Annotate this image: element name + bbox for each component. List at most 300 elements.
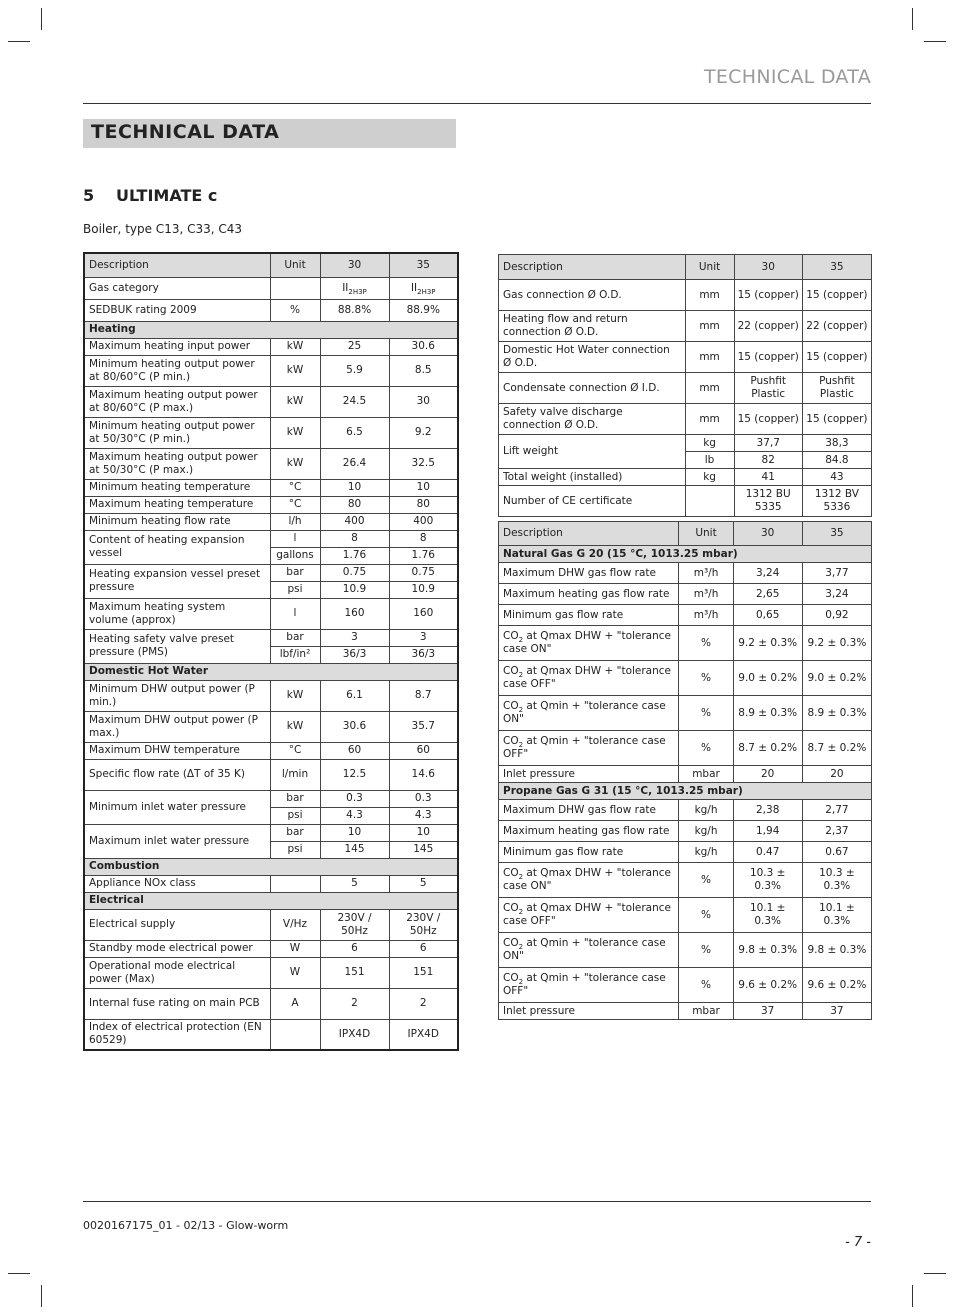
unit-cell: kW bbox=[270, 355, 320, 386]
section-row bbox=[84, 663, 458, 680]
value-cell: 2,65 bbox=[733, 584, 802, 605]
description-cell: Index of electrical protection (EN 60529) bbox=[84, 1019, 270, 1050]
value-cell: 22 (copper) bbox=[802, 311, 871, 342]
chapter-band bbox=[83, 119, 456, 148]
value-cell: 22 (copper) bbox=[734, 311, 802, 342]
value-cell: 36/3 bbox=[389, 646, 458, 663]
description-cell: Inlet pressure bbox=[499, 766, 679, 783]
crop-mark bbox=[924, 1273, 946, 1274]
description-cell: SEDBUK rating 2009 bbox=[84, 299, 270, 321]
table-row bbox=[84, 479, 458, 496]
unit-cell: kW bbox=[270, 680, 320, 711]
value-cell: 15 (copper) bbox=[802, 342, 871, 373]
unit-cell bbox=[685, 486, 734, 517]
table-row bbox=[84, 386, 458, 417]
unit-cell: psi bbox=[270, 581, 320, 598]
value-cell: 6 bbox=[389, 940, 458, 957]
value-cell: 3,24 bbox=[802, 584, 871, 605]
unit-cell bbox=[270, 875, 320, 892]
value-cell: 35.7 bbox=[389, 711, 458, 742]
value-cell: 20 bbox=[802, 766, 871, 783]
table-row bbox=[499, 435, 872, 452]
footer-rule bbox=[83, 1201, 871, 1202]
unit-cell: m³/h bbox=[679, 563, 733, 584]
description-text: at Qmin + "tolerance case OFF" bbox=[503, 735, 666, 760]
unit-cell: % bbox=[679, 863, 733, 898]
section-row bbox=[84, 858, 458, 875]
description-cell: Maximum heating temperature bbox=[84, 496, 270, 513]
table-row bbox=[84, 355, 458, 386]
value-cell: 1.76 bbox=[389, 547, 458, 564]
value-cell: 88.8% bbox=[320, 299, 389, 321]
section-row bbox=[499, 546, 872, 563]
description-cell: Gas connection Ø O.D. bbox=[499, 280, 686, 311]
description-cell: Heating safety valve preset pressure (PMS) bbox=[84, 629, 270, 663]
unit-cell: m³/h bbox=[679, 584, 733, 605]
unit-cell: kg/h bbox=[679, 842, 733, 863]
value-cell: 10 bbox=[320, 824, 389, 841]
table-row bbox=[84, 564, 458, 581]
value-cell: 37,7 bbox=[734, 435, 802, 452]
unit-cell: A bbox=[270, 988, 320, 1019]
value-cell: 2,77 bbox=[802, 800, 871, 821]
subscript: 2 bbox=[518, 978, 524, 987]
header-row bbox=[499, 255, 872, 280]
value-cell: 9.6 ± 0.2% bbox=[802, 968, 871, 1003]
table-row bbox=[499, 280, 872, 311]
value-cell bbox=[320, 277, 389, 299]
value-cell: 30 bbox=[389, 386, 458, 417]
value-cell: 4.3 bbox=[389, 807, 458, 824]
value-cell bbox=[389, 277, 458, 299]
unit-cell: bar bbox=[270, 564, 320, 581]
section-label: Combustion bbox=[84, 858, 458, 875]
value-cell: 6.1 bbox=[320, 680, 389, 711]
table-row bbox=[499, 898, 872, 933]
value-cell: 2 bbox=[389, 988, 458, 1019]
subscript: 2 bbox=[518, 943, 524, 952]
table-row bbox=[84, 496, 458, 513]
unit-cell: kg/h bbox=[679, 800, 733, 821]
chapter-title: TECHNICAL DATA bbox=[91, 121, 280, 143]
value-cell: 8 bbox=[389, 530, 458, 547]
value-cell: 0,92 bbox=[802, 605, 871, 626]
table-row bbox=[84, 957, 458, 988]
description-text: at Qmax DHW + "tolerance case ON" bbox=[503, 867, 672, 892]
running-header-title: TECHNICAL DATA bbox=[703, 66, 871, 88]
description-cell: Domestic Hot Water connection Ø O.D. bbox=[499, 342, 686, 373]
value-cell: 10 bbox=[389, 824, 458, 841]
unit-cell: W bbox=[270, 940, 320, 957]
value-cell: 15 (copper) bbox=[802, 280, 871, 311]
unit-cell: mm bbox=[685, 404, 734, 435]
value-cell: 400 bbox=[320, 513, 389, 530]
header-rule bbox=[83, 103, 871, 104]
unit-cell: mm bbox=[685, 280, 734, 311]
description-text: CO bbox=[503, 700, 519, 712]
table-row bbox=[84, 598, 458, 629]
value-cell: 0.3 bbox=[389, 790, 458, 807]
section-label: Natural Gas G 20 (15 °C, 1013.25 mbar) bbox=[499, 546, 872, 563]
unit-cell: kg bbox=[685, 469, 734, 486]
value-cell: 25 bbox=[320, 338, 389, 355]
unit-cell: l/h bbox=[270, 513, 320, 530]
value-cell: 9.0 ± 0.2% bbox=[802, 661, 871, 696]
column-header: Unit bbox=[685, 255, 734, 280]
value-cell: 8 bbox=[320, 530, 389, 547]
unit-cell: kW bbox=[270, 417, 320, 448]
description-cell bbox=[499, 696, 679, 731]
description-cell: Heating flow and return connection Ø O.D. bbox=[499, 311, 686, 342]
crop-mark bbox=[8, 1273, 30, 1274]
table-row bbox=[84, 1019, 458, 1050]
value-cell: 26.4 bbox=[320, 448, 389, 479]
description-text: CO bbox=[503, 735, 519, 747]
column-header: Description bbox=[499, 522, 679, 546]
description-cell: Standby mode electrical power bbox=[84, 940, 270, 957]
value-cell: 84.8 bbox=[802, 452, 871, 469]
column-header: 35 bbox=[802, 522, 871, 546]
value-cell: 4.3 bbox=[320, 807, 389, 824]
boiler-type-text: Boiler, type C13, C33, C43 bbox=[83, 222, 243, 236]
section-heading bbox=[83, 186, 217, 205]
value-cell: 15 (copper) bbox=[802, 404, 871, 435]
description-cell: Minimum heating output power at 50/30°C (P min.) bbox=[84, 417, 270, 448]
description-text: at Qmin + "tolerance case ON" bbox=[503, 700, 666, 725]
section-label: Heating bbox=[84, 321, 458, 338]
column-header: Description bbox=[499, 255, 686, 280]
unit-cell: l bbox=[270, 530, 320, 547]
header-row bbox=[499, 522, 872, 546]
description-text: CO bbox=[503, 972, 519, 984]
value-cell: 3,77 bbox=[802, 563, 871, 584]
unit-cell: m³/h bbox=[679, 605, 733, 626]
description-cell bbox=[499, 863, 679, 898]
value-cell: 15 (copper) bbox=[734, 342, 802, 373]
description-cell: Minimum gas flow rate bbox=[499, 605, 679, 626]
table-row bbox=[84, 875, 458, 892]
value-cell: 1.76 bbox=[320, 547, 389, 564]
value-cell: 10.9 bbox=[389, 581, 458, 598]
table-row bbox=[499, 800, 872, 821]
description-cell: Content of heating expansion vessel bbox=[84, 530, 270, 564]
unit-cell: bar bbox=[270, 790, 320, 807]
table-row bbox=[84, 790, 458, 807]
crop-mark bbox=[912, 1285, 913, 1307]
value-cell: Pushfit Plastic bbox=[734, 373, 802, 404]
section-row bbox=[84, 321, 458, 338]
description-cell: Safety valve discharge connection Ø O.D. bbox=[499, 404, 686, 435]
table-row bbox=[84, 513, 458, 530]
table-row bbox=[84, 680, 458, 711]
value-cell: 43 bbox=[802, 469, 871, 486]
value-cell: 9.6 ± 0.2% bbox=[733, 968, 802, 1003]
table-row bbox=[499, 842, 872, 863]
gas-data-table bbox=[498, 521, 872, 1020]
table-row bbox=[499, 626, 872, 661]
description-cell: Inlet pressure bbox=[499, 1003, 679, 1020]
value-cell: 37 bbox=[733, 1003, 802, 1020]
table-row bbox=[499, 933, 872, 968]
description-text: at Qmax DHW + "tolerance case ON" bbox=[503, 630, 672, 655]
value-cell: 10.1 ± 0.3% bbox=[802, 898, 871, 933]
unit-cell: lbf/in² bbox=[270, 646, 320, 663]
unit-cell bbox=[270, 1019, 320, 1050]
unit-cell: % bbox=[679, 898, 733, 933]
value-cell: 1312 BU 5335 bbox=[734, 486, 802, 517]
value-cell: 160 bbox=[320, 598, 389, 629]
table-row bbox=[84, 448, 458, 479]
table-row bbox=[499, 696, 872, 731]
value-cell: 60 bbox=[389, 742, 458, 759]
description-cell bbox=[499, 898, 679, 933]
value-cell: 20 bbox=[733, 766, 802, 783]
unit-cell: mm bbox=[685, 311, 734, 342]
value-cell: 8.7 bbox=[389, 680, 458, 711]
table-row bbox=[84, 629, 458, 646]
crop-mark bbox=[8, 41, 30, 42]
value-cell: 30.6 bbox=[389, 338, 458, 355]
description-cell: Gas category bbox=[84, 277, 270, 299]
section-row bbox=[84, 892, 458, 909]
value-cell: 2,38 bbox=[733, 800, 802, 821]
connections-weights-table bbox=[498, 254, 872, 517]
value-cell: 14.6 bbox=[389, 759, 458, 790]
value-cell: 0.47 bbox=[733, 842, 802, 863]
table-row bbox=[499, 469, 872, 486]
unit-cell: psi bbox=[270, 841, 320, 858]
value-cell: 15 (copper) bbox=[734, 280, 802, 311]
description-cell: Maximum inlet water pressure bbox=[84, 824, 270, 858]
table-row bbox=[84, 988, 458, 1019]
value-cell: 9.8 ± 0.3% bbox=[733, 933, 802, 968]
unit-cell: W bbox=[270, 957, 320, 988]
unit-cell: % bbox=[270, 299, 320, 321]
value-cell: 10.1 ± 0.3% bbox=[733, 898, 802, 933]
table-row bbox=[84, 759, 458, 790]
unit-cell: % bbox=[679, 968, 733, 1003]
unit-cell: % bbox=[679, 731, 733, 766]
value-cell: 12.5 bbox=[320, 759, 389, 790]
value-cell: 36/3 bbox=[320, 646, 389, 663]
description-cell: Number of CE certificate bbox=[499, 486, 686, 517]
value-cell: Pushfit Plastic bbox=[802, 373, 871, 404]
table-row bbox=[84, 530, 458, 547]
subscript: 2 bbox=[518, 671, 524, 680]
value-cell: 1,94 bbox=[733, 821, 802, 842]
description-cell bbox=[499, 661, 679, 696]
table-row bbox=[499, 563, 872, 584]
description-text: at Qmin + "tolerance case ON" bbox=[503, 937, 666, 962]
value-cell: 8.7 ± 0.2% bbox=[802, 731, 871, 766]
table-row bbox=[84, 711, 458, 742]
description-cell: Minimum heating flow rate bbox=[84, 513, 270, 530]
section-number: 5 bbox=[83, 186, 95, 205]
description-cell: Maximum heating input power bbox=[84, 338, 270, 355]
value-cell: IPX4D bbox=[320, 1019, 389, 1050]
table-row bbox=[84, 824, 458, 841]
description-cell: Maximum heating system volume (approx) bbox=[84, 598, 270, 629]
table-row bbox=[499, 584, 872, 605]
unit-cell: mbar bbox=[679, 766, 733, 783]
value-cell: 145 bbox=[320, 841, 389, 858]
description-text: CO bbox=[503, 902, 519, 914]
table-row bbox=[499, 1003, 872, 1020]
document-reference: 0020167175_01 - 02/13 - Glow-worm bbox=[83, 1219, 289, 1232]
description-cell: Maximum DHW temperature bbox=[84, 742, 270, 759]
section-label: Domestic Hot Water bbox=[84, 663, 458, 680]
subscript: 2 bbox=[518, 873, 524, 882]
value-cell: 10.3 ± 0.3% bbox=[802, 863, 871, 898]
value-cell: 10 bbox=[320, 479, 389, 496]
crop-mark bbox=[41, 1285, 42, 1307]
table-row bbox=[499, 342, 872, 373]
value-cell: 9.2 bbox=[389, 417, 458, 448]
value-cell: 15 (copper) bbox=[734, 404, 802, 435]
value-cell: 41 bbox=[734, 469, 802, 486]
table-row bbox=[499, 661, 872, 696]
description-cell: Internal fuse rating on main PCB bbox=[84, 988, 270, 1019]
value-cell: 9.2 ± 0.3% bbox=[733, 626, 802, 661]
value-cell: 151 bbox=[389, 957, 458, 988]
value-cell: 80 bbox=[320, 496, 389, 513]
value-cell: 10.3 ± 0.3% bbox=[733, 863, 802, 898]
description-cell: Maximum heating output power at 50/30°C (P max.) bbox=[84, 448, 270, 479]
description-text: at Qmax DHW + "tolerance case OFF" bbox=[503, 902, 672, 927]
description-cell: Lift weight bbox=[499, 435, 686, 469]
value-cell: 82 bbox=[734, 452, 802, 469]
value-cell: 151 bbox=[320, 957, 389, 988]
value-cell: 0.75 bbox=[320, 564, 389, 581]
value-cell: 5 bbox=[389, 875, 458, 892]
value-cell: 1312 BV 5336 bbox=[802, 486, 871, 517]
description-text: CO bbox=[503, 630, 519, 642]
value-cell: 230V / 50Hz bbox=[389, 909, 458, 940]
column-header: Unit bbox=[270, 253, 320, 277]
description-cell: Minimum heating output power at 80/60°C (P min.) bbox=[84, 355, 270, 386]
description-text: CO bbox=[503, 867, 519, 879]
unit-cell: kg bbox=[685, 435, 734, 452]
description-cell bbox=[499, 626, 679, 661]
section-title: ULTIMATE c bbox=[116, 186, 218, 205]
unit-cell: psi bbox=[270, 807, 320, 824]
value-cell: 160 bbox=[389, 598, 458, 629]
column-header: Description bbox=[84, 253, 270, 277]
table-row bbox=[499, 766, 872, 783]
unit-cell: kW bbox=[270, 386, 320, 417]
crop-mark bbox=[41, 8, 42, 30]
table-row bbox=[84, 277, 458, 299]
description-cell: Specific flow rate (ΔT of 35 K) bbox=[84, 759, 270, 790]
value-cell: 10 bbox=[389, 479, 458, 496]
description-cell bbox=[499, 731, 679, 766]
description-cell: Minimum gas flow rate bbox=[499, 842, 679, 863]
value-cell: 6.5 bbox=[320, 417, 389, 448]
unit-cell: % bbox=[679, 661, 733, 696]
value-cell: 9.8 ± 0.3% bbox=[802, 933, 871, 968]
value-cell: 88.9% bbox=[389, 299, 458, 321]
column-header: Unit bbox=[679, 522, 733, 546]
value-cell: 60 bbox=[320, 742, 389, 759]
subscript: 2H3P bbox=[348, 287, 367, 296]
description-cell: Maximum DHW output power (P max.) bbox=[84, 711, 270, 742]
value-cell: 145 bbox=[389, 841, 458, 858]
column-header: 35 bbox=[389, 253, 458, 277]
value-cell: 9.0 ± 0.2% bbox=[733, 661, 802, 696]
subscript: 2 bbox=[518, 636, 524, 645]
unit-cell: V/Hz bbox=[270, 909, 320, 940]
table-row bbox=[499, 605, 872, 626]
value-cell: 0.3 bbox=[320, 790, 389, 807]
header-row bbox=[84, 253, 458, 277]
table-row bbox=[499, 968, 872, 1003]
value-cell: IPX4D bbox=[389, 1019, 458, 1050]
table-row bbox=[499, 373, 872, 404]
value-cell: 8.7 ± 0.2% bbox=[733, 731, 802, 766]
description-cell: Heating expansion vessel preset pressure bbox=[84, 564, 270, 598]
crop-mark bbox=[912, 8, 913, 30]
column-header: 35 bbox=[802, 255, 871, 280]
value-cell: 5 bbox=[320, 875, 389, 892]
value-cell: 3 bbox=[389, 629, 458, 646]
description-cell: Minimum heating temperature bbox=[84, 479, 270, 496]
unit-cell: bar bbox=[270, 629, 320, 646]
unit-cell: kW bbox=[270, 338, 320, 355]
unit-cell: % bbox=[679, 696, 733, 731]
description-cell: Appliance NOx class bbox=[84, 875, 270, 892]
description-text: CO bbox=[503, 937, 519, 949]
value-cell: 2 bbox=[320, 988, 389, 1019]
value-cell: 0,65 bbox=[733, 605, 802, 626]
description-cell: Maximum DHW gas flow rate bbox=[499, 800, 679, 821]
value-cell: 230V / 50Hz bbox=[320, 909, 389, 940]
value-cell: 6 bbox=[320, 940, 389, 957]
description-cell: Maximum heating output power at 80/60°C (P max.) bbox=[84, 386, 270, 417]
section-row bbox=[499, 783, 872, 800]
crop-mark bbox=[924, 41, 946, 42]
description-text: at Qmin + "tolerance case OFF" bbox=[503, 972, 666, 997]
table-row bbox=[499, 731, 872, 766]
value-cell: 3,24 bbox=[733, 563, 802, 584]
table-row bbox=[499, 311, 872, 342]
table-row bbox=[84, 940, 458, 957]
subscript: 2 bbox=[518, 908, 524, 917]
value-cell: 24.5 bbox=[320, 386, 389, 417]
description-cell bbox=[499, 968, 679, 1003]
table-row bbox=[84, 909, 458, 940]
unit-cell: mbar bbox=[679, 1003, 733, 1020]
description-cell: Total weight (installed) bbox=[499, 469, 686, 486]
description-text: at Qmax DHW + "tolerance case OFF" bbox=[503, 665, 672, 690]
table-row bbox=[84, 299, 458, 321]
value-cell: 8.5 bbox=[389, 355, 458, 386]
value-cell: 8.9 ± 0.3% bbox=[733, 696, 802, 731]
value-cell: 30.6 bbox=[320, 711, 389, 742]
value-text: II bbox=[410, 281, 418, 294]
technical-data-table-main bbox=[83, 252, 459, 1051]
unit-cell: °C bbox=[270, 496, 320, 513]
value-cell: 8.9 ± 0.3% bbox=[802, 696, 871, 731]
unit-cell: kW bbox=[270, 711, 320, 742]
description-text: CO bbox=[503, 665, 519, 677]
value-cell: 5.9 bbox=[320, 355, 389, 386]
value-cell: 38,3 bbox=[802, 435, 871, 452]
table-row bbox=[84, 742, 458, 759]
column-header: 30 bbox=[733, 522, 802, 546]
column-header: 30 bbox=[734, 255, 802, 280]
unit-cell: °C bbox=[270, 479, 320, 496]
section-label: Propane Gas G 31 (15 °C, 1013.25 mbar) bbox=[499, 783, 872, 800]
